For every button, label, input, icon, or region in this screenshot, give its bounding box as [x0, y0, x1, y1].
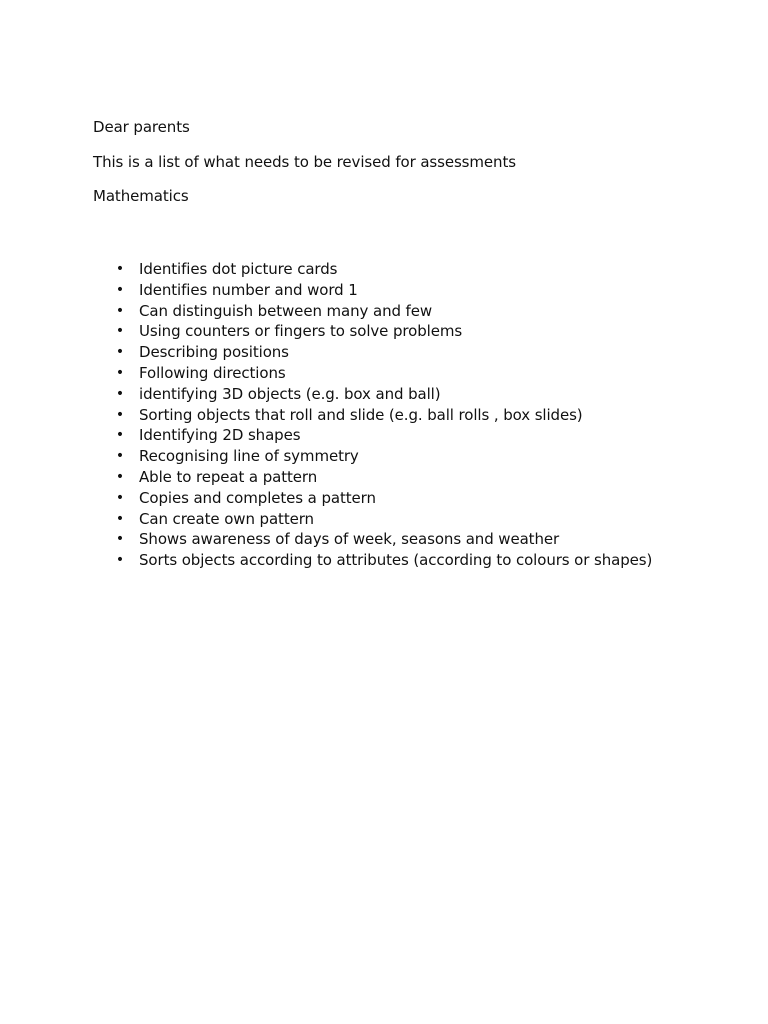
- list-item-text: Identifies number and word 1: [139, 280, 358, 299]
- bullet-icon: •: [115, 531, 125, 548]
- list-item-text: Using counters or fingers to solve problems: [139, 322, 463, 341]
- subject-heading: Mathematics: [93, 187, 189, 205]
- greeting: Dear parents: [93, 118, 190, 136]
- list-item-text: Copies and completes a pattern: [139, 488, 376, 507]
- list-item-text: identifying 3D objects (e.g. box and ball): [139, 384, 441, 403]
- list-item-text: Describing positions: [139, 343, 289, 362]
- bullet-icon: •: [115, 406, 125, 423]
- bullet-icon: •: [115, 302, 125, 319]
- list-item-text: Can distinguish between many and few: [139, 301, 433, 320]
- intro-text: This is a list of what needs to be revised for assessments: [93, 153, 516, 171]
- list-item-text: Able to repeat a pattern: [139, 467, 318, 486]
- list-item-text: Can create own pattern: [139, 509, 314, 528]
- bullet-icon: •: [115, 261, 125, 277]
- list-item-text: Recognising line of symmetry: [139, 447, 359, 466]
- list-item-text: Sorts objects according to attributes (according to colours or shapes): [139, 551, 653, 570]
- bullet-icon: •: [115, 427, 125, 444]
- bullet-icon: •: [115, 468, 125, 485]
- bullet-icon: •: [115, 448, 125, 465]
- list-item-text: Identifying 2D shapes: [139, 426, 301, 445]
- bullet-icon: •: [115, 552, 125, 569]
- bullet-icon: •: [115, 344, 125, 361]
- list-item-text: Shows awareness of days of week, seasons and weather: [139, 530, 560, 549]
- list-item-text: Identifies dot picture cards: [139, 260, 338, 278]
- list-item-text: Following directions: [139, 363, 286, 382]
- bullet-icon: •: [115, 323, 125, 340]
- bullet-icon: •: [115, 281, 125, 298]
- list-item-text: Sorting objects that roll and slide (e.g. ball rolls , box slides): [139, 405, 583, 424]
- bullet-icon: •: [115, 489, 125, 506]
- bullet-icon: •: [115, 385, 125, 402]
- bullet-icon: •: [115, 364, 125, 381]
- bullet-icon: •: [115, 510, 125, 527]
